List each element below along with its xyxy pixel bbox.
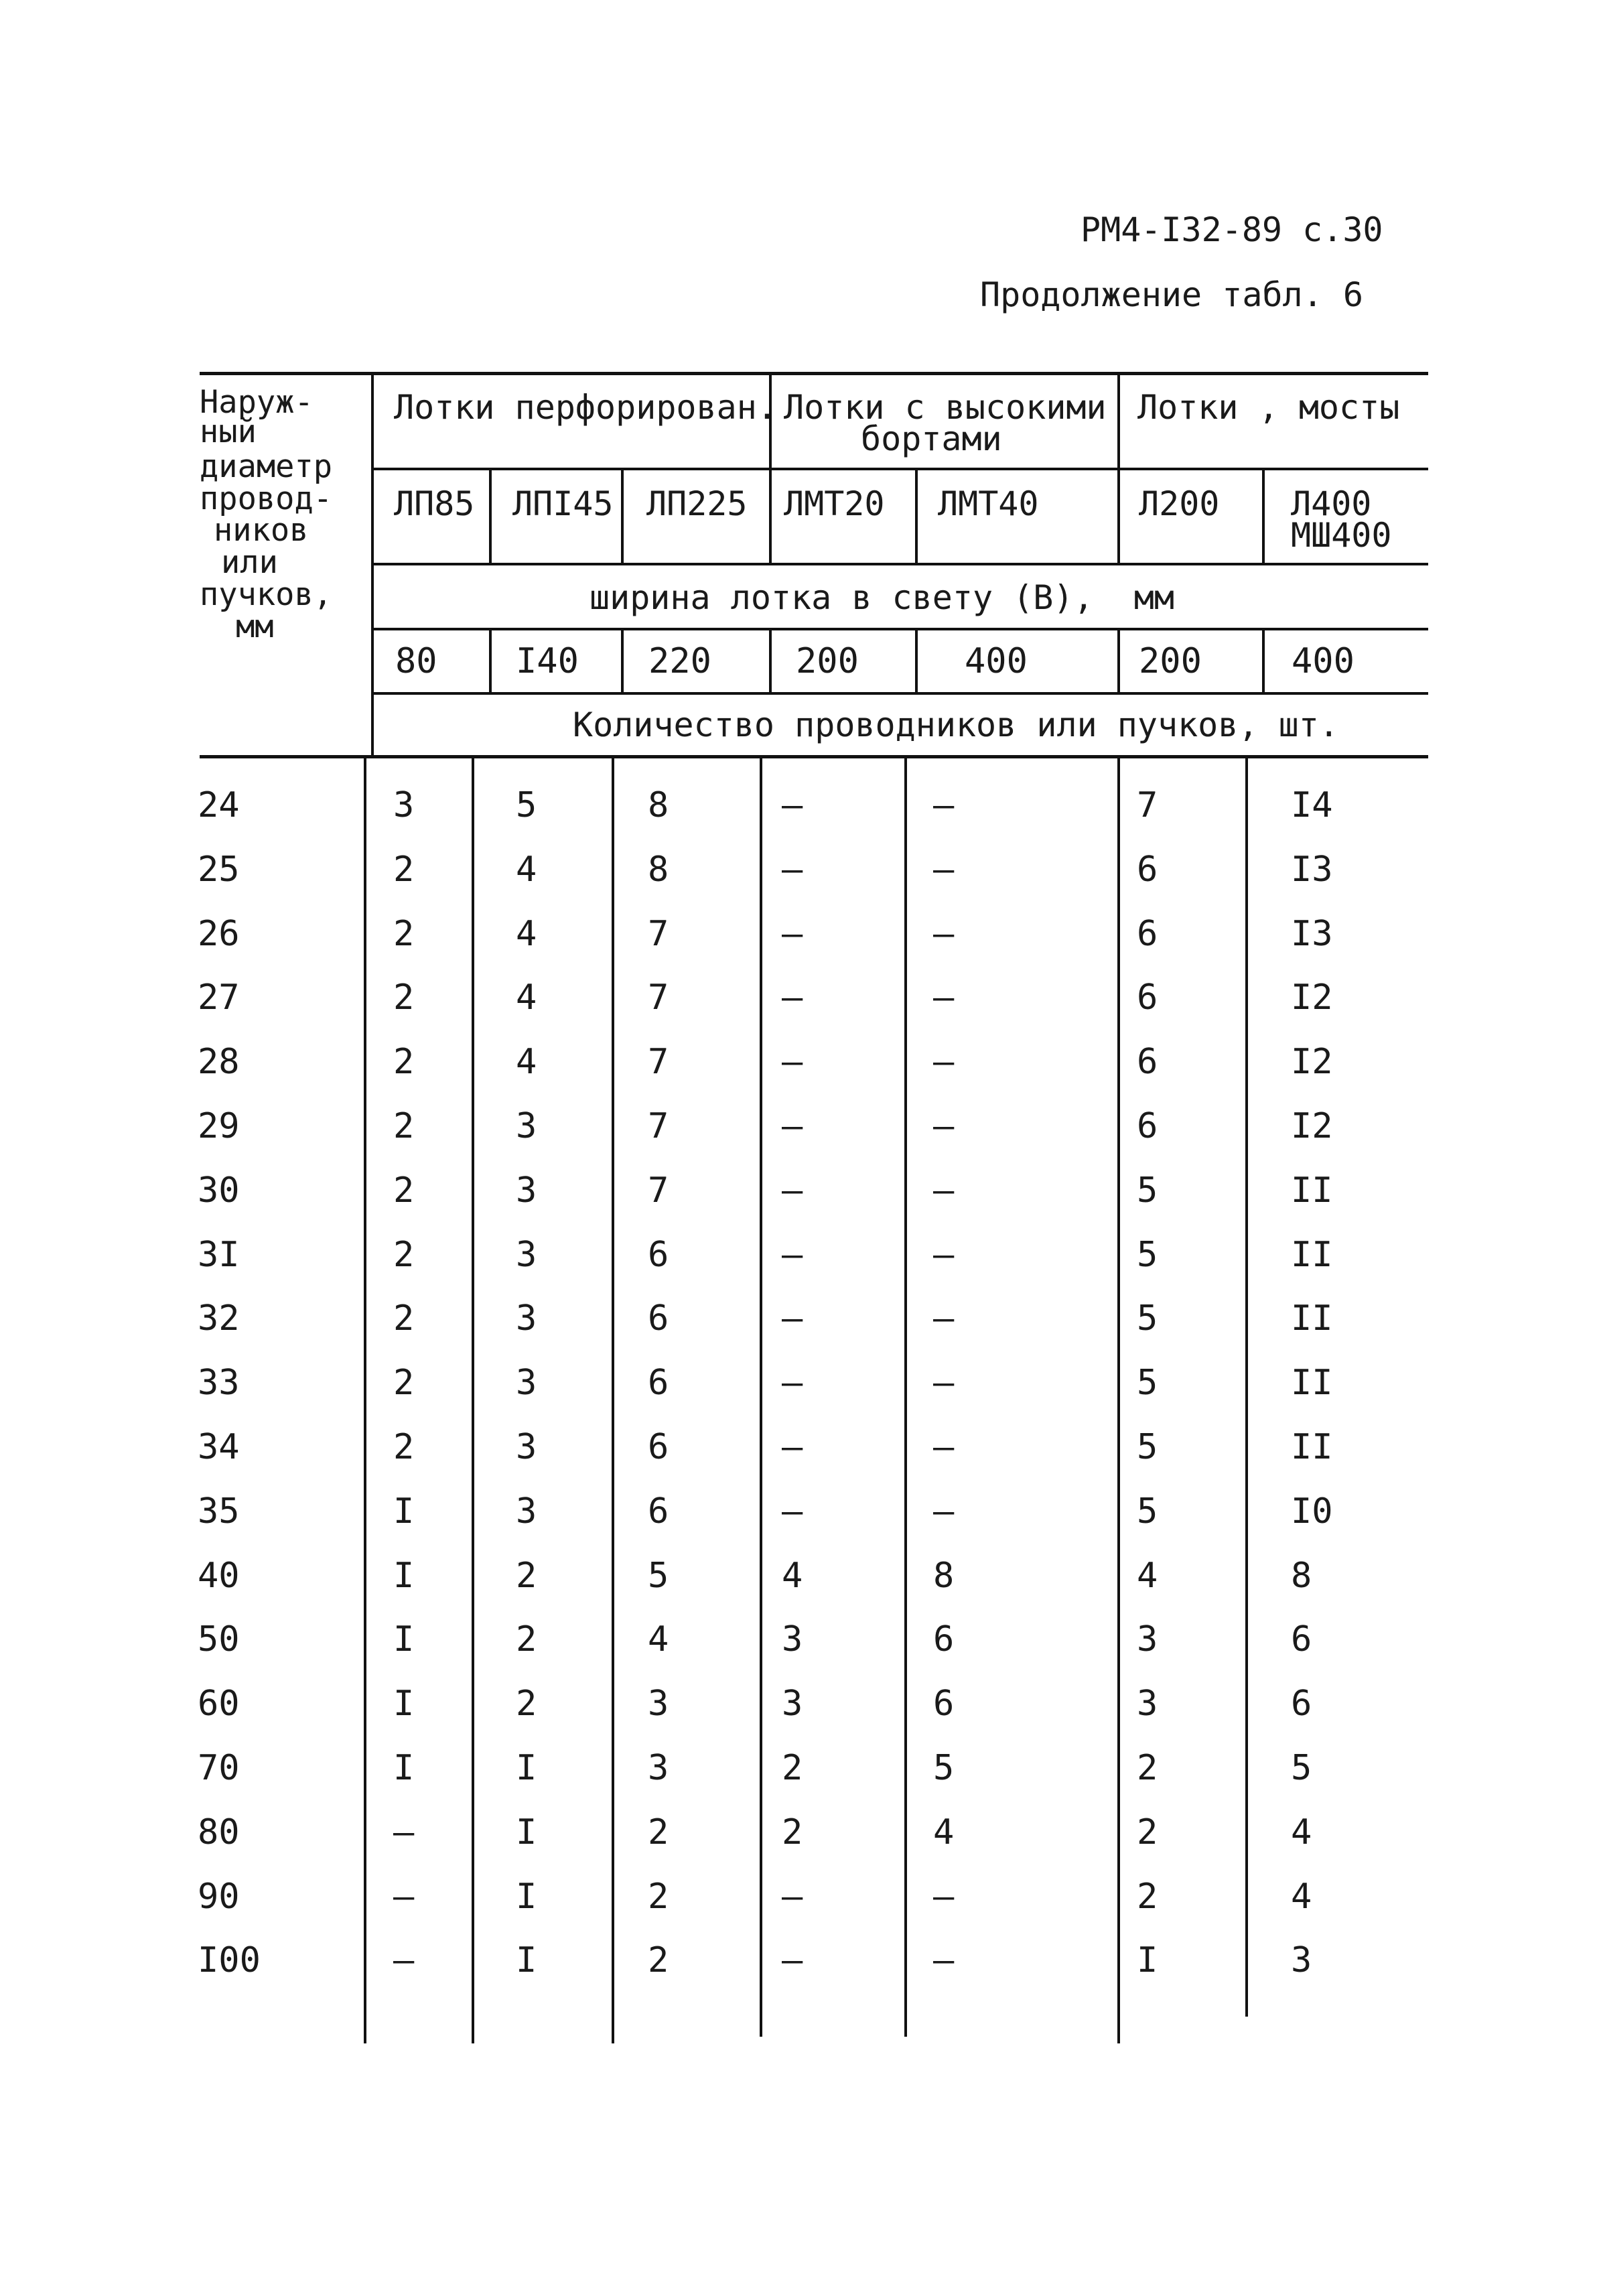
count-cell: 2 [516, 1684, 537, 1724]
count-cell: – [782, 1877, 803, 1917]
count-cell: 3 [1291, 1940, 1312, 1980]
count-cell: 5 [1137, 1170, 1158, 1211]
count-cell: – [782, 1042, 803, 1082]
count-cell: 3 [516, 1235, 537, 1275]
diameter-cell: 30 [198, 1170, 240, 1211]
width-header-rule [372, 628, 1428, 630]
diameter-cell: 35 [198, 1491, 240, 1532]
count-cell: 5 [1137, 1363, 1158, 1403]
col-divider-3-body [760, 758, 762, 2037]
diameter-cell: 26 [198, 914, 240, 954]
diameter-cell: 27 [198, 977, 240, 1018]
count-cell: 2 [648, 1940, 669, 1980]
count-cell: 2 [648, 1812, 669, 1852]
count-cell: I [393, 1684, 415, 1724]
count-cell: 6 [1291, 1684, 1312, 1724]
count-cell: – [933, 785, 955, 825]
diameter-cell: 3I [198, 1235, 240, 1275]
count-cell: 2 [393, 977, 415, 1018]
count-cell: 2 [393, 1363, 415, 1403]
diameter-cell: 34 [198, 1427, 240, 1467]
type-code: ЛП85 [394, 484, 475, 523]
count-cell: 6 [648, 1491, 669, 1532]
diameter-cell: 29 [198, 1106, 240, 1146]
count-cell: 4 [516, 977, 537, 1018]
count-cell: 4 [782, 1556, 803, 1596]
diameter-cell: 60 [198, 1684, 240, 1724]
count-cell: 6 [648, 1235, 669, 1275]
count-cell: – [933, 1940, 955, 1980]
count-cell: I0 [1291, 1491, 1333, 1532]
stub-header-line: провод- [200, 480, 333, 517]
count-cell: – [933, 1235, 955, 1275]
count-cell: – [933, 1298, 955, 1339]
type-row-rule [372, 563, 1428, 565]
count-cell: 4 [648, 1619, 669, 1660]
count-cell: 4 [933, 1812, 955, 1852]
count-cell: – [393, 1812, 415, 1852]
count-cell: 4 [516, 914, 537, 954]
diameter-cell: 70 [198, 1748, 240, 1788]
col-divider-6-type [1262, 469, 1265, 563]
group-header-rule [372, 468, 1428, 470]
table-continuation-label: Продолжение табл. 6 [980, 275, 1363, 314]
count-cell: 3 [648, 1748, 669, 1788]
diameter-cell: 90 [198, 1877, 240, 1917]
count-cell: 7 [648, 1170, 669, 1211]
diameter-cell: 28 [198, 1042, 240, 1082]
count-cell: I [516, 1940, 537, 1980]
col-divider-4-width [915, 629, 918, 692]
count-cell: 2 [516, 1556, 537, 1596]
col-divider-3-width [769, 629, 772, 692]
diameter-cell: 80 [198, 1812, 240, 1852]
col-divider-4-type [915, 469, 918, 563]
count-cell: 2 [393, 1042, 415, 1082]
count-header: Количество проводников или пучков, шт. [573, 705, 1339, 744]
count-cell: 2 [1137, 1877, 1158, 1917]
count-cell: I [1137, 1940, 1158, 1980]
count-cell: 8 [648, 850, 669, 890]
count-cell: – [393, 1940, 415, 1980]
count-cell: 2 [782, 1748, 803, 1788]
col-divider-6-body [1245, 758, 1248, 2017]
count-cell: 2 [782, 1812, 803, 1852]
width-value: 400 [965, 641, 1028, 681]
stub-header-line: диаметр [200, 448, 333, 485]
document-reference: РМ4-I32-89 с.30 [1081, 210, 1383, 249]
count-cell: – [393, 1877, 415, 1917]
header-bottom-rule [200, 755, 1428, 758]
count-cell: – [933, 1427, 955, 1467]
count-cell: – [933, 1491, 955, 1532]
count-cell: 7 [648, 977, 669, 1018]
stub-header-line: Наруж- [200, 384, 314, 421]
count-cell: 7 [1137, 785, 1158, 825]
type-code: ЛМТ40 [938, 484, 1039, 523]
count-cell: – [933, 1106, 955, 1146]
count-cell: 3 [516, 1298, 537, 1339]
diameter-cell: 32 [198, 1298, 240, 1339]
count-cell: 7 [648, 914, 669, 954]
count-cell: 6 [648, 1427, 669, 1467]
count-cell: 3 [1137, 1684, 1158, 1724]
col-divider-5-group [1117, 373, 1120, 563]
count-cell: – [782, 850, 803, 890]
count-cell: II [1291, 1170, 1333, 1211]
count-cell: 5 [933, 1748, 955, 1788]
count-cell: 5 [1137, 1235, 1158, 1275]
count-cell: – [782, 914, 803, 954]
diameter-cell: 33 [198, 1363, 240, 1403]
count-cell: 6 [1291, 1619, 1312, 1660]
stub-header-line: ный [200, 413, 257, 450]
count-cell: I3 [1291, 914, 1333, 954]
count-cell: 8 [648, 785, 669, 825]
count-cell: – [782, 1235, 803, 1275]
count-cell: I [393, 1556, 415, 1596]
count-cell: – [933, 1042, 955, 1082]
group-header-perforated: Лотки перфорирован. [394, 388, 777, 427]
count-cell: 4 [516, 850, 537, 890]
stub-header-line: ников [214, 512, 309, 549]
stub-header-line: мм [236, 608, 274, 645]
width-value: 200 [796, 641, 859, 681]
count-cell: 7 [648, 1042, 669, 1082]
count-cell: 7 [648, 1106, 669, 1146]
col-divider-2-type [621, 469, 624, 563]
diameter-cell: 40 [198, 1556, 240, 1596]
count-cell: 6 [1137, 914, 1158, 954]
count-cell: 3 [648, 1684, 669, 1724]
count-cell: 3 [516, 1106, 537, 1146]
count-cell: I [516, 1748, 537, 1788]
count-cell: 5 [1137, 1298, 1158, 1339]
count-cell: 4 [516, 1042, 537, 1082]
count-cell: – [933, 1363, 955, 1403]
count-cell: – [933, 977, 955, 1018]
type-code: Л200 [1139, 484, 1220, 523]
width-value: 80 [395, 641, 437, 681]
count-cell: 4 [1291, 1877, 1312, 1917]
count-cell: 6 [1137, 1042, 1158, 1082]
count-cell: – [782, 1427, 803, 1467]
diameter-cell: 50 [198, 1619, 240, 1660]
stub-header-line: или [221, 544, 278, 581]
count-cell: 2 [393, 914, 415, 954]
count-cell: 8 [933, 1556, 955, 1596]
count-cell: II [1291, 1298, 1333, 1339]
stub-divider-lower [364, 758, 366, 2043]
count-cell: I [516, 1812, 537, 1852]
diameter-cell: 24 [198, 785, 240, 825]
width-header: ширина лотка в свету (В), мм [589, 578, 1174, 617]
count-cell: 5 [1137, 1491, 1158, 1532]
count-cell: 5 [648, 1556, 669, 1596]
count-cell: – [782, 1363, 803, 1403]
count-cell: I [516, 1877, 537, 1917]
count-cell: 3 [782, 1619, 803, 1660]
count-cell: 3 [393, 785, 415, 825]
count-cell: 6 [933, 1684, 955, 1724]
count-cell: – [782, 977, 803, 1018]
type-code: ЛПI45 [512, 484, 614, 523]
diameter-cell: I00 [198, 1940, 261, 1980]
type-code: МШ400 [1291, 516, 1392, 555]
count-cell: I3 [1291, 850, 1333, 890]
count-cell: – [782, 1170, 803, 1211]
count-cell: I [393, 1491, 415, 1532]
count-cell: 3 [516, 1491, 537, 1532]
count-cell: 2 [393, 1427, 415, 1467]
col-divider-5-body [1117, 758, 1120, 2043]
count-cell: I2 [1291, 1042, 1333, 1082]
count-cell: 3 [516, 1170, 537, 1211]
count-cell: 6 [933, 1619, 955, 1660]
count-cell: I [393, 1748, 415, 1788]
count-cell: 5 [516, 785, 537, 825]
count-cell: – [782, 1940, 803, 1980]
count-cell: 2 [393, 1235, 415, 1275]
width-value: I40 [516, 641, 579, 681]
count-cell: I [393, 1619, 415, 1660]
count-cell: I2 [1291, 977, 1333, 1018]
count-cell: II [1291, 1235, 1333, 1275]
count-cell: 3 [516, 1427, 537, 1467]
count-cell: II [1291, 1427, 1333, 1467]
count-cell: 3 [1137, 1619, 1158, 1660]
width-value: 200 [1139, 641, 1202, 681]
col-divider-4-body [904, 758, 907, 2037]
width-values-rule [372, 692, 1428, 695]
count-cell: 6 [648, 1298, 669, 1339]
col-divider-1-width [489, 629, 492, 692]
group-header-high-sides-line2: бортами [861, 419, 1002, 458]
count-cell: 6 [1137, 977, 1158, 1018]
width-value: 400 [1292, 641, 1355, 681]
col-divider-1-body [472, 758, 474, 2043]
count-cell: 8 [1291, 1556, 1312, 1596]
stub-header-line: пучков, [200, 576, 333, 613]
count-cell: 2 [393, 1298, 415, 1339]
count-cell: 4 [1137, 1556, 1158, 1596]
count-cell: II [1291, 1363, 1333, 1403]
count-cell: 6 [648, 1363, 669, 1403]
count-cell: – [782, 785, 803, 825]
col-divider-1-type [489, 469, 492, 563]
count-cell: 3 [782, 1684, 803, 1724]
width-value: 220 [648, 641, 711, 681]
type-code: Л400 [1291, 484, 1372, 523]
col-divider-6-width [1262, 629, 1265, 692]
count-cell: 2 [393, 850, 415, 890]
count-cell: 6 [1137, 1106, 1158, 1146]
count-cell: 2 [516, 1619, 537, 1660]
count-cell: 2 [393, 1106, 415, 1146]
count-cell: 2 [393, 1170, 415, 1211]
count-cell: 4 [1291, 1812, 1312, 1852]
count-cell: 3 [516, 1363, 537, 1403]
count-cell: 2 [648, 1877, 669, 1917]
table-top-rule [200, 372, 1428, 375]
count-cell: – [933, 1877, 955, 1917]
group-header-high-sides-line1: Лотки с высокими [784, 388, 1107, 427]
count-cell: – [933, 850, 955, 890]
col-divider-2-body [612, 758, 614, 2043]
count-cell: 5 [1137, 1427, 1158, 1467]
count-cell: – [933, 1170, 955, 1211]
count-cell: 5 [1291, 1748, 1312, 1788]
count-cell: – [782, 1106, 803, 1146]
count-cell: I2 [1291, 1106, 1333, 1146]
group-header-trays-bridges: Лотки , мосты [1137, 388, 1400, 427]
count-cell: – [933, 914, 955, 954]
count-cell: 2 [1137, 1812, 1158, 1852]
count-cell: I4 [1291, 785, 1333, 825]
col-divider-5-width [1117, 629, 1120, 692]
stub-divider-upper [371, 372, 374, 758]
type-code: ЛМТ20 [784, 484, 885, 523]
count-cell: – [782, 1491, 803, 1532]
count-cell: – [782, 1298, 803, 1339]
count-cell: 6 [1137, 850, 1158, 890]
diameter-cell: 25 [198, 850, 240, 890]
col-divider-2-width [621, 629, 624, 692]
type-code: ЛП225 [646, 484, 748, 523]
count-cell: 2 [1137, 1748, 1158, 1788]
